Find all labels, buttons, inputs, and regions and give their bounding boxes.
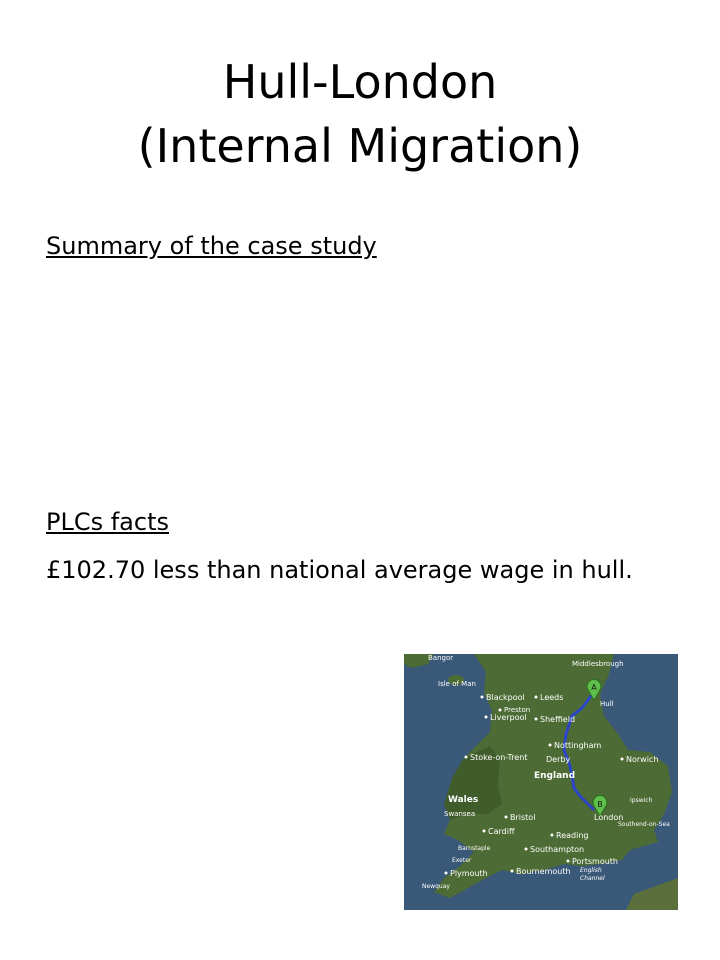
dot-portsmouth — [567, 860, 570, 863]
place-wales: Wales — [448, 795, 479, 805]
marker-b-label: B — [597, 800, 603, 809]
dot-southampton — [525, 848, 528, 851]
place-southend: Southend-on-Sea — [618, 821, 670, 828]
dot-sheffield — [535, 718, 538, 721]
place-leeds: Leeds — [540, 693, 564, 702]
place-england: England — [534, 771, 576, 781]
place-london: London — [594, 813, 624, 822]
place-derby: Derby — [546, 755, 571, 764]
marker-a-label: A — [591, 683, 597, 692]
dot-cardiff — [483, 830, 486, 833]
place-barnstaple: Barnstaple — [458, 845, 491, 852]
dot-liverpool — [485, 716, 488, 719]
place-english-channel-1: English — [580, 867, 602, 874]
dot-bristol — [505, 816, 508, 819]
summary-heading: Summary of the case study — [46, 232, 377, 260]
place-english-channel-2: Channel — [580, 875, 605, 882]
place-exeter: Exeter — [452, 857, 472, 864]
place-cardiff: Cardiff — [488, 827, 515, 836]
route-map — [404, 654, 678, 910]
place-norwich: Norwich — [626, 755, 659, 764]
place-preston: Preston — [504, 706, 531, 714]
title-line-2: (Internal Migration) — [137, 119, 583, 173]
plcs-fact: £102.70 less than national average wage in hull. — [46, 556, 633, 584]
dot-stoke — [465, 756, 468, 759]
dot-norwich — [621, 758, 624, 761]
place-plymouth: Plymouth — [450, 869, 488, 878]
place-newquay: Newquay — [422, 883, 450, 890]
place-middlesbrough: Middlesbrough — [572, 660, 624, 668]
place-blackpool: Blackpool — [486, 693, 525, 702]
place-bangor: Bangor — [428, 654, 454, 662]
place-nottingham: Nottingham — [554, 741, 602, 750]
place-bristol: Bristol — [510, 813, 536, 822]
place-reading: Reading — [556, 831, 589, 840]
dot-bournemouth — [511, 870, 514, 873]
place-isle-of-man: Isle of Man — [438, 680, 476, 688]
page-title — [0, 50, 720, 178]
place-hull: Hull — [600, 700, 614, 708]
plcs-heading: PLCs facts — [46, 508, 169, 536]
place-portsmouth: Portsmouth — [572, 857, 618, 866]
place-swansea: Swansea — [444, 810, 476, 818]
route-map-svg — [404, 654, 678, 910]
dot-plymouth — [445, 872, 448, 875]
title-line-1: Hull-London — [222, 55, 498, 109]
place-ipswich: Ipswich — [630, 797, 653, 804]
dot-reading — [551, 834, 554, 837]
place-southampton: Southampton — [530, 845, 585, 854]
place-liverpool: Liverpool — [490, 713, 527, 722]
dot-preston — [499, 709, 502, 712]
place-bournemouth: Bournemouth — [516, 867, 571, 876]
dot-blackpool — [481, 696, 484, 699]
place-sheffield: Sheffield — [540, 715, 576, 724]
dot-leeds — [535, 696, 538, 699]
dot-nottingham — [549, 744, 552, 747]
place-stoke: Stoke-on-Trent — [470, 753, 528, 762]
